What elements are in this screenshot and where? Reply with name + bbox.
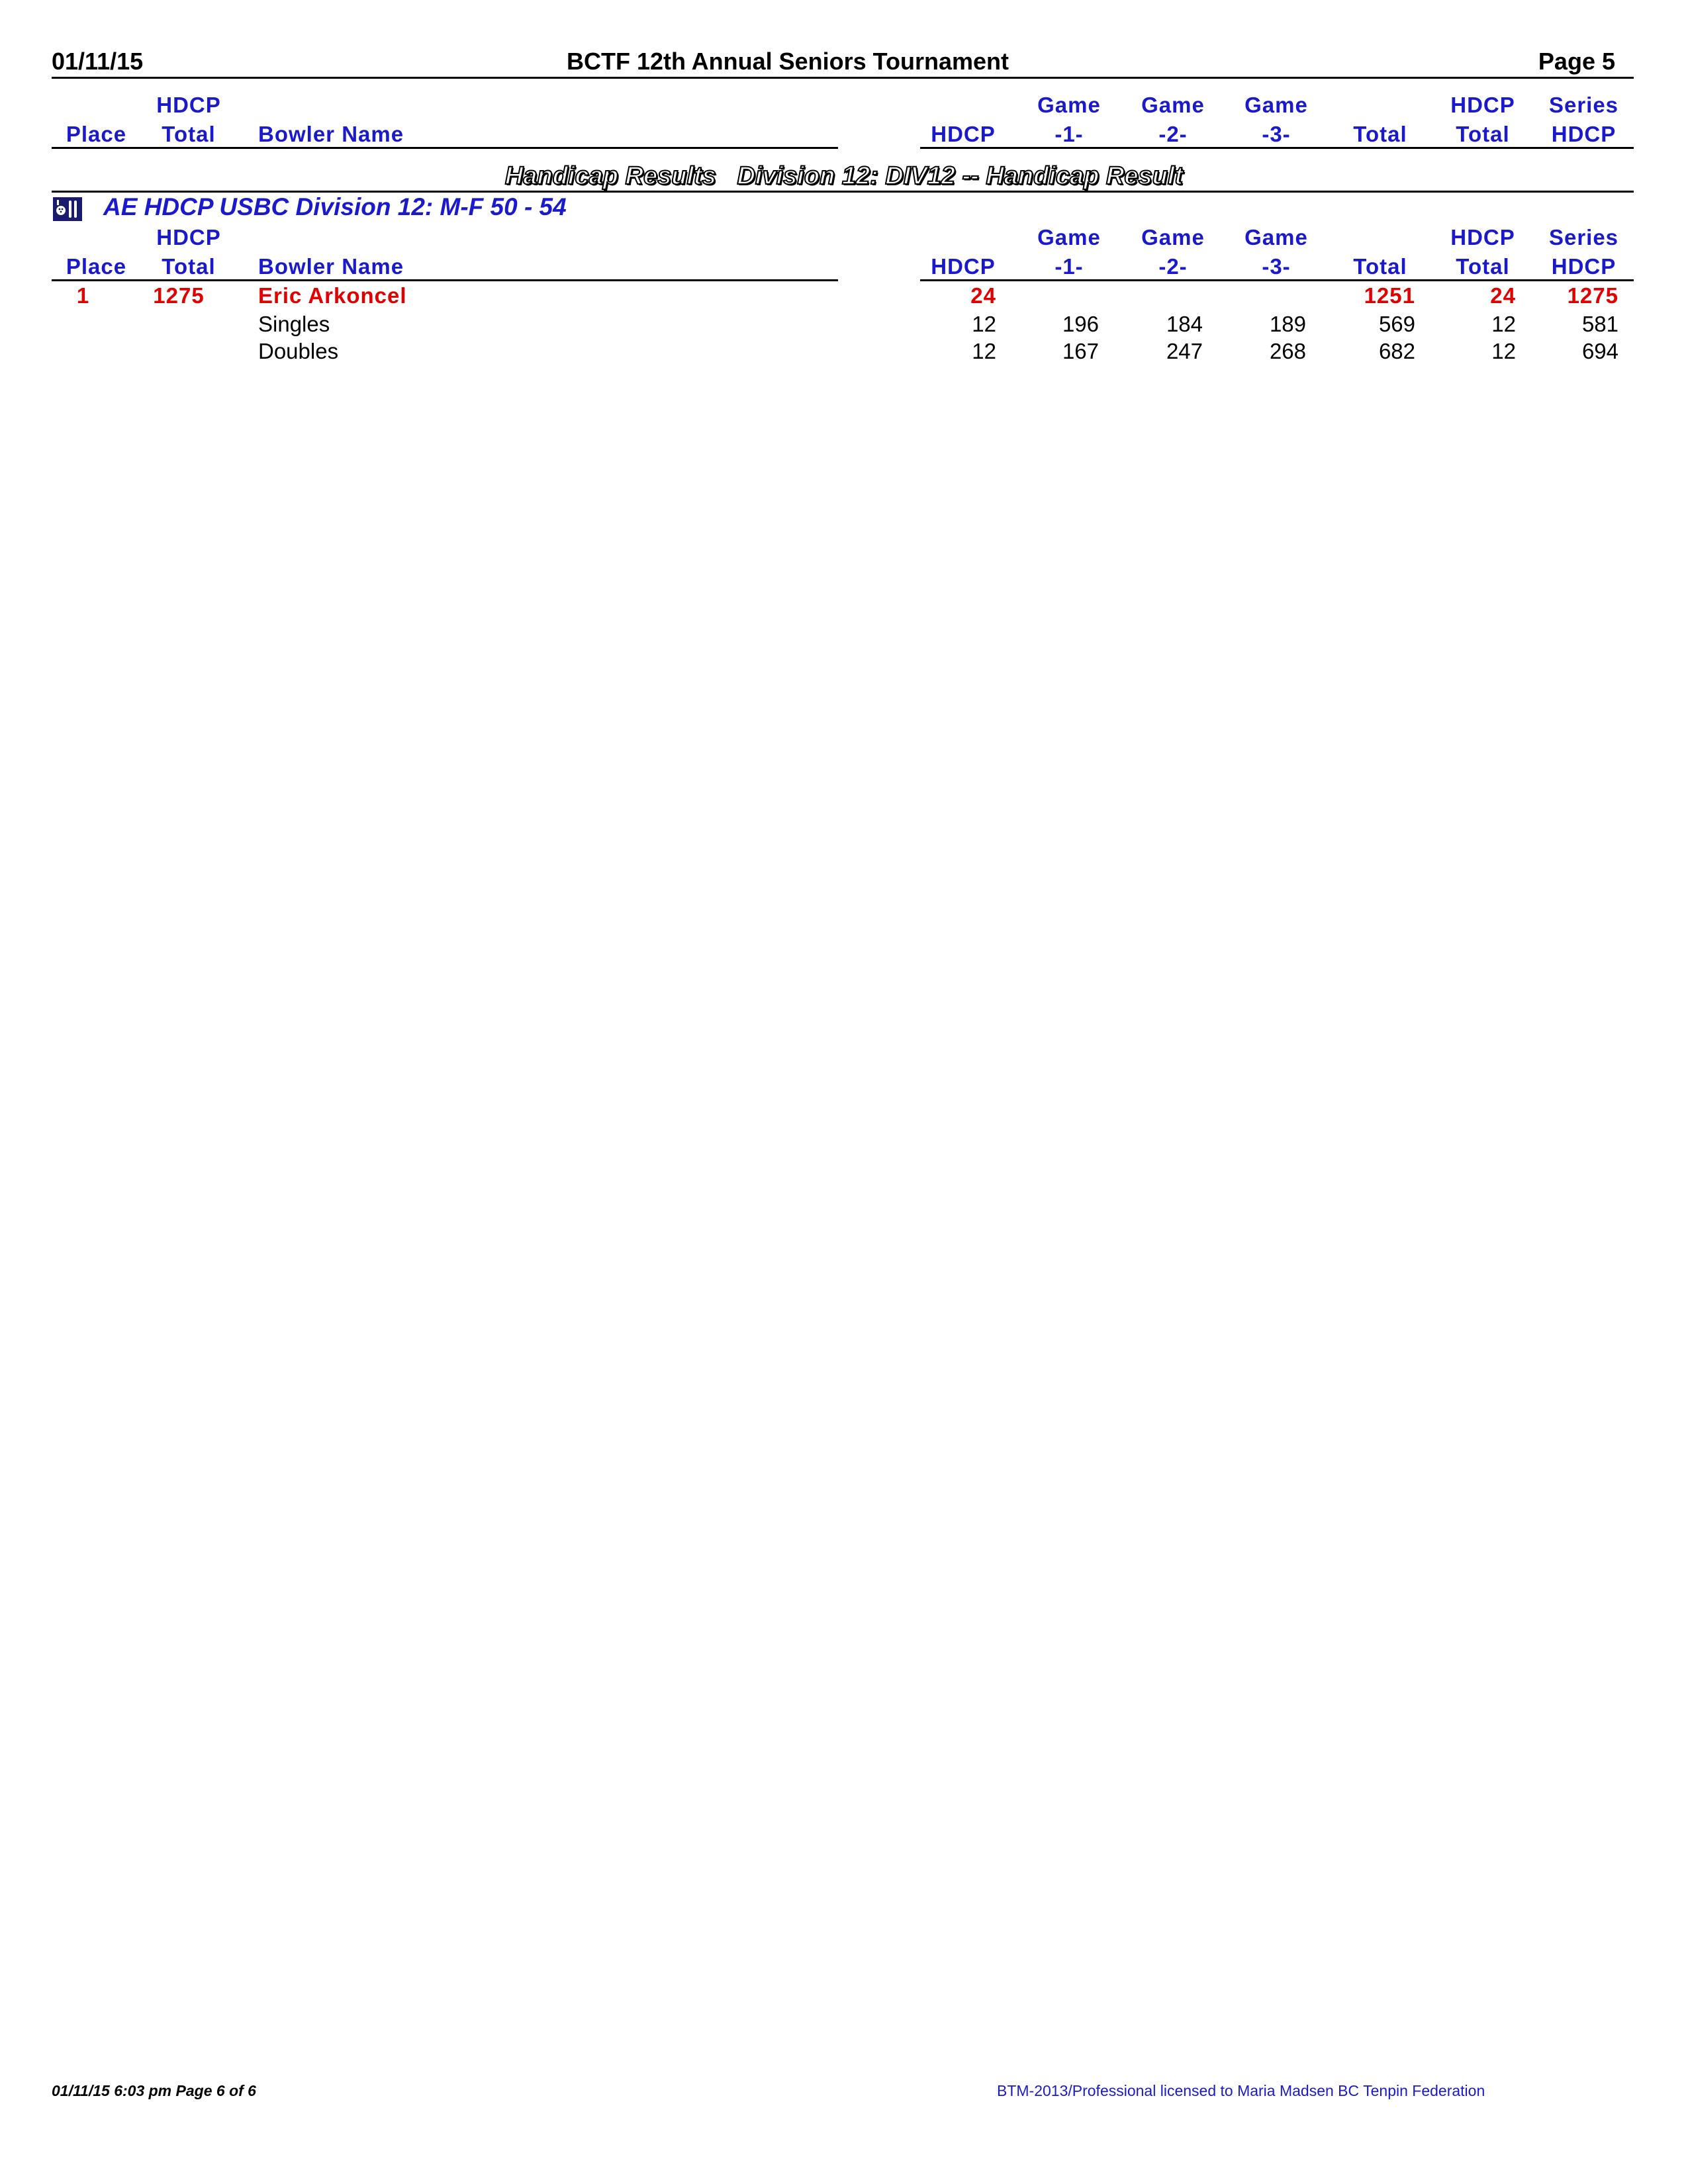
col2-series-top: Series <box>1548 225 1619 250</box>
sub-hdcp: 12 <box>972 339 996 363</box>
col-game2-top: Game <box>1141 93 1205 117</box>
footer-timestamp: 01/11/15 6:03 pm Page 6 of 6 <box>52 2082 256 2099</box>
col-series-top: Series <box>1548 93 1619 117</box>
col2-total: Total <box>1353 254 1407 279</box>
row-hdcp: 24 <box>970 283 996 308</box>
col2-hdcp: HDCP <box>931 254 996 279</box>
row-series: 1275 <box>1567 283 1618 308</box>
sub-game2: 247 <box>1166 339 1203 363</box>
results-banner: Handicap Results Division 12: DIV12 -- Handicap Result <box>504 162 1184 190</box>
header-rule <box>52 77 1634 79</box>
rule2-left <box>52 279 838 281</box>
col2-hdcp-total-bottom: Total <box>162 254 216 279</box>
sub-name: Singles <box>258 312 330 336</box>
row-hdcp-total: 1275 <box>153 283 205 308</box>
report-title: BCTF 12th Annual Seniors Tournament <box>566 48 1009 75</box>
sub-game3: 189 <box>1269 312 1306 336</box>
col-total: Total <box>1353 122 1407 146</box>
col-hdcp-total-top: HDCP <box>156 93 221 117</box>
rule-left <box>52 147 838 149</box>
row-place: 1 <box>76 283 90 308</box>
col-place: Place <box>66 122 127 146</box>
row-hdcp-total2: 24 <box>1490 283 1516 308</box>
sub-hdcp-total: 12 <box>1491 312 1516 336</box>
col2-hdcp-total2-bottom: Total <box>1456 254 1510 279</box>
col2-game3-bottom: -3- <box>1262 254 1291 279</box>
col2-bowler-name: Bowler Name <box>258 254 404 279</box>
sub-game1: 167 <box>1062 339 1099 363</box>
col2-place: Place <box>66 254 127 279</box>
sub-game1: 196 <box>1062 312 1099 336</box>
col2-game3-top: Game <box>1244 225 1308 250</box>
sub-game3: 268 <box>1269 339 1306 363</box>
sub-series: 694 <box>1581 339 1618 363</box>
col-game3-top: Game <box>1244 93 1308 117</box>
sub-name: Doubles <box>258 339 339 363</box>
sub-hdcp-total: 12 <box>1491 339 1516 363</box>
col2-game1-top: Game <box>1037 225 1101 250</box>
col-series-bottom: HDCP <box>1551 122 1617 146</box>
banner-rule <box>52 191 1634 193</box>
col2-hdcp-total2-top: HDCP <box>1450 225 1515 250</box>
col2-game2-top: Game <box>1141 225 1205 250</box>
col2-hdcp-total-top: HDCP <box>156 225 221 250</box>
col-game1-bottom: -1- <box>1055 122 1084 146</box>
col-game2-bottom: -2- <box>1158 122 1188 146</box>
col-hdcp: HDCP <box>931 122 996 146</box>
col2-game2-bottom: -2- <box>1158 254 1188 279</box>
row-total: 1251 <box>1364 283 1415 308</box>
col-game3-bottom: -3- <box>1262 122 1291 146</box>
col-hdcp-total-bottom: Total <box>162 122 216 146</box>
footer-license: BTM-2013/Professional licensed to Maria Madsen BC Tenpin Federation <box>997 2082 1485 2099</box>
row-bowler-name: Eric Arkoncel <box>258 283 407 308</box>
bowling-pins-icon <box>53 197 82 224</box>
sub-total: 569 <box>1378 312 1415 336</box>
section-title: AE HDCP USBC Division 12: M-F 50 - 54 <box>103 193 567 220</box>
col-game1-top: Game <box>1037 93 1101 117</box>
rule2-right <box>920 279 1634 281</box>
sub-series: 581 <box>1581 312 1618 336</box>
sub-total: 682 <box>1378 339 1415 363</box>
sub-hdcp: 12 <box>972 312 996 336</box>
col2-game1-bottom: -1- <box>1055 254 1084 279</box>
col-hdcp-total2-bottom: Total <box>1456 122 1510 146</box>
col2-series-bottom: HDCP <box>1551 254 1617 279</box>
col-bowler-name: Bowler Name <box>258 122 404 146</box>
sub-game2: 184 <box>1166 312 1203 336</box>
rule-right <box>920 147 1634 149</box>
report-date: 01/11/15 <box>52 48 144 75</box>
page-number: Page 5 <box>1538 48 1615 75</box>
col-hdcp-total2-top: HDCP <box>1450 93 1515 117</box>
